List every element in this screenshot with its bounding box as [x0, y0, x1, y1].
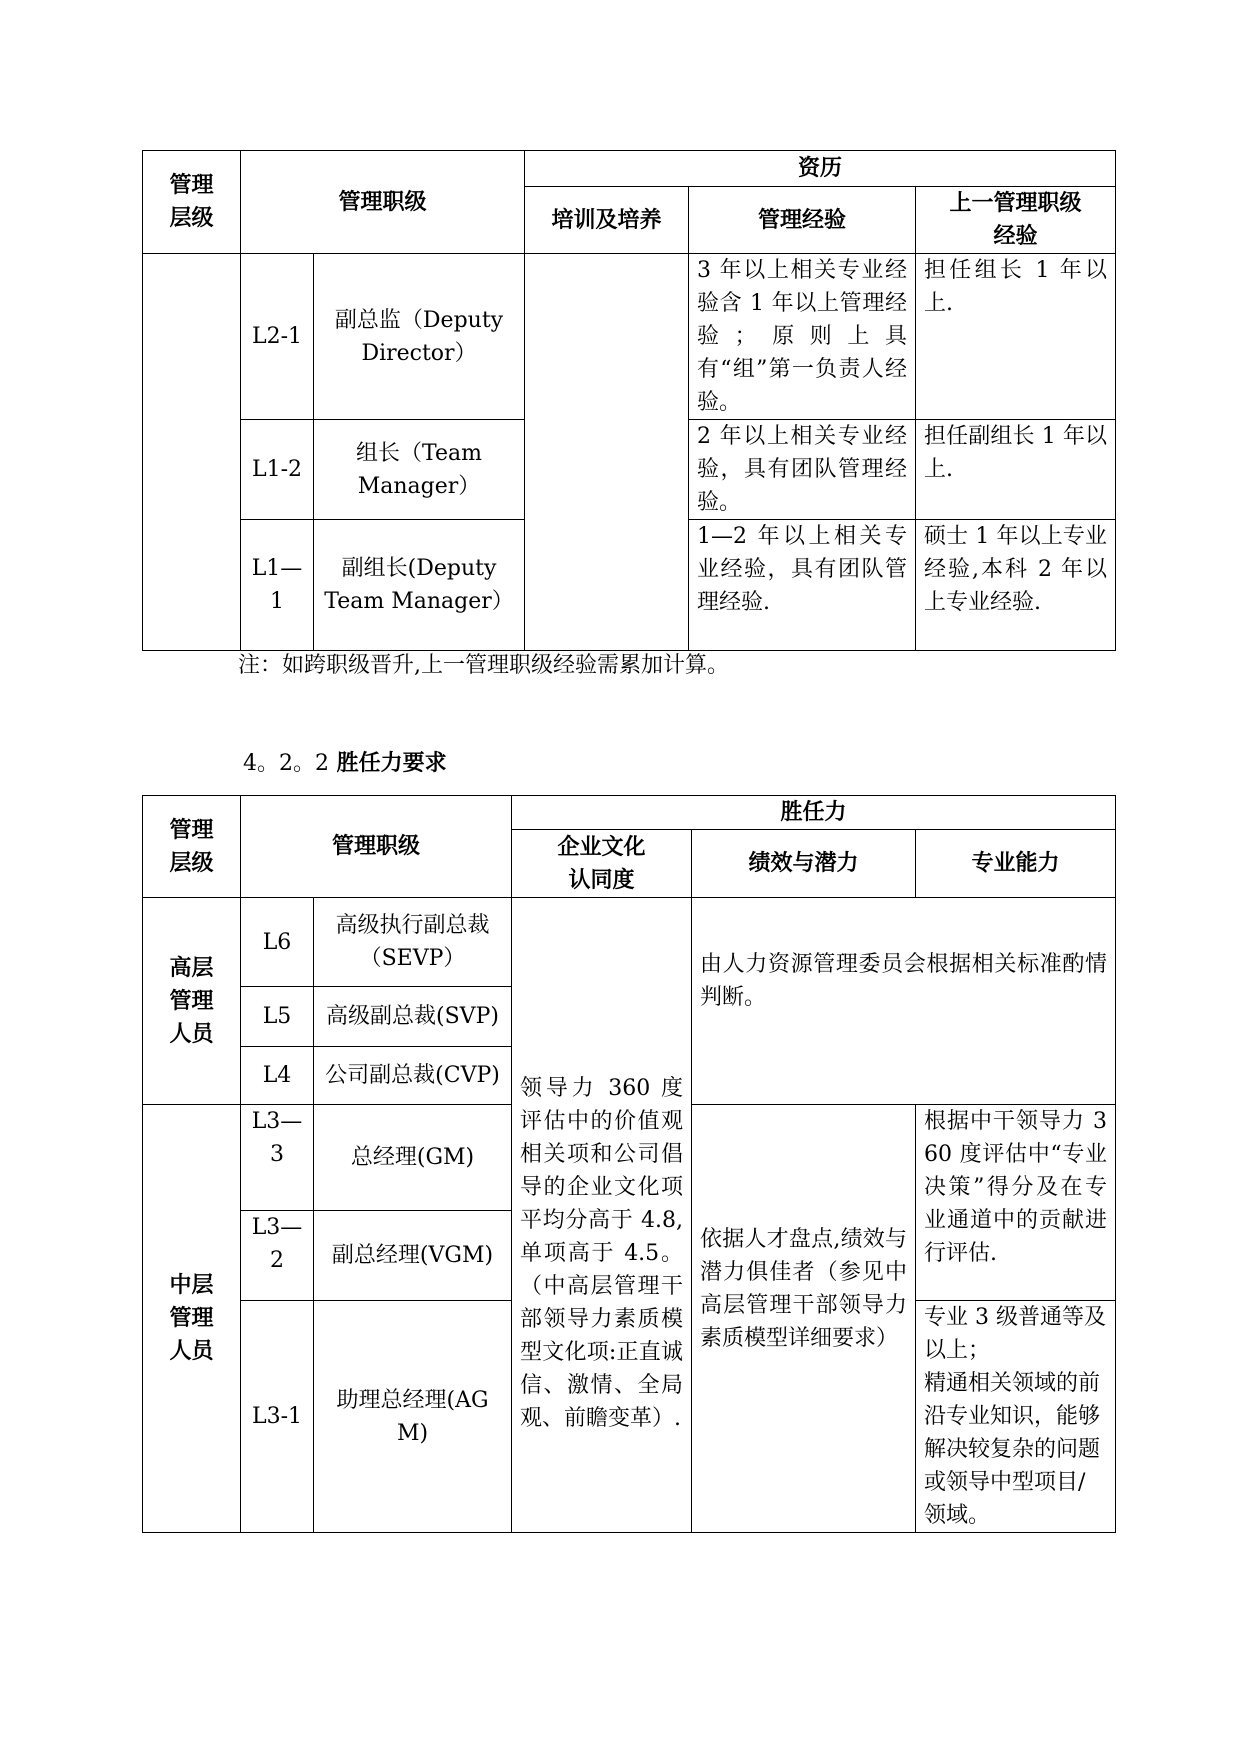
header-grade: 管理职级 [241, 796, 512, 898]
mgmt-exp-text: 2 年以上相关专业经验，具有团队管理经验。 [689, 420, 916, 520]
grade-code: L1-2 [241, 420, 314, 520]
grade-title: 高级副总裁(SVP) [314, 987, 512, 1047]
professional-lower-text: 专业 3 级普通等及以上； 精通相关领域的前沿专业知识，能够解决较复杂的问题或领导中型项目/领域。 [916, 1301, 1116, 1533]
grade-code: L3-1 [241, 1301, 314, 1533]
grade-title: 高级执行副总裁 （SEVP） [314, 898, 512, 987]
competency-table [142, 795, 1116, 1533]
mgmt-exp-text: 1—2 年以上相关专业经验，具有团队管理经验. [689, 520, 916, 651]
level-cell-empty [143, 254, 241, 651]
prev-exp-text: 担任副组长 1 年以上. [916, 420, 1116, 520]
section-title: 胜任力要求 [336, 751, 447, 776]
header-training: 培训及培养 [525, 187, 689, 254]
header-level: 管理 层级 [143, 796, 241, 898]
grade-title: 公司副总裁(CVP) [314, 1047, 512, 1105]
culture-requirement-text: 领导力 360 度评估中的价值观相关项和公司倡导的企业文化项平均分高于 4.8,单项高于 4.5。（中高层管理干部领导力素质模型文化项:正直诚信、激情、全局观、前瞻变革）. [512, 898, 692, 1533]
grade-code: L3— 3 [241, 1105, 314, 1211]
grade-title: 副总监（Deputy Director） [314, 254, 525, 420]
grade-code: L6 [241, 898, 314, 987]
senior-performance-text: 由人力资源管理委员会根据相关标准酌情判断。 [692, 898, 1116, 1105]
header-qualification: 资历 [525, 151, 1116, 187]
professional-upper-text: 根据中干领导力 360 度评估中“专业决策”得分及在专业通道中的贡献进行评估. [916, 1105, 1116, 1301]
header-professional: 专业能力 [916, 830, 1116, 898]
training-cell-empty [525, 254, 689, 651]
header-competency: 胜任力 [512, 796, 1116, 830]
prev-exp-text: 担任组长 1 年以上. [916, 254, 1116, 420]
qualification-table [142, 150, 1116, 651]
grade-code: L5 [241, 987, 314, 1047]
table-note: 注：如跨职级晋升,上一管理职级经验需累加计算。 [238, 653, 729, 678]
grade-code: L3— 2 [241, 1211, 314, 1301]
header-culture: 企业文化 认同度 [512, 830, 692, 898]
header-performance: 绩效与潜力 [692, 830, 916, 898]
grade-code: L2-1 [241, 254, 314, 420]
header-level: 管理 层级 [143, 151, 241, 254]
section-number: 4。2。2 [243, 751, 329, 776]
grade-code: L1— 1 [241, 520, 314, 651]
grade-title: 组长（Team Manager） [314, 420, 525, 520]
grade-title: 副组长(Deputy Team Manager） [314, 520, 525, 651]
middle-management-label: 中层 管理 人员 [143, 1105, 241, 1533]
grade-title: 副总经理(VGM) [314, 1211, 512, 1301]
grade-code: L4 [241, 1047, 314, 1105]
header-mgmt-exp: 管理经验 [689, 187, 916, 254]
header-prev-exp: 上一管理职级 经验 [916, 187, 1116, 254]
mgmt-exp-text: 3 年以上相关专业经验含 1 年以上管理经验；原则上具有“组”第一负责人经验。 [689, 254, 916, 420]
header-grade: 管理职级 [241, 151, 525, 254]
grade-title: 助理总经理(AGM) [314, 1301, 512, 1533]
grade-title: 总经理(GM) [314, 1105, 512, 1211]
prev-exp-text: 硕士 1 年以上专业经验,本科 2 年以上专业经验. [916, 520, 1116, 651]
middle-performance-text: 依据人才盘点,绩效与潜力俱佳者（参见中高层管理干部领导力素质模型详细要求） [692, 1105, 916, 1533]
section-heading [243, 748, 447, 780]
senior-management-label: 高层 管理 人员 [143, 898, 241, 1105]
